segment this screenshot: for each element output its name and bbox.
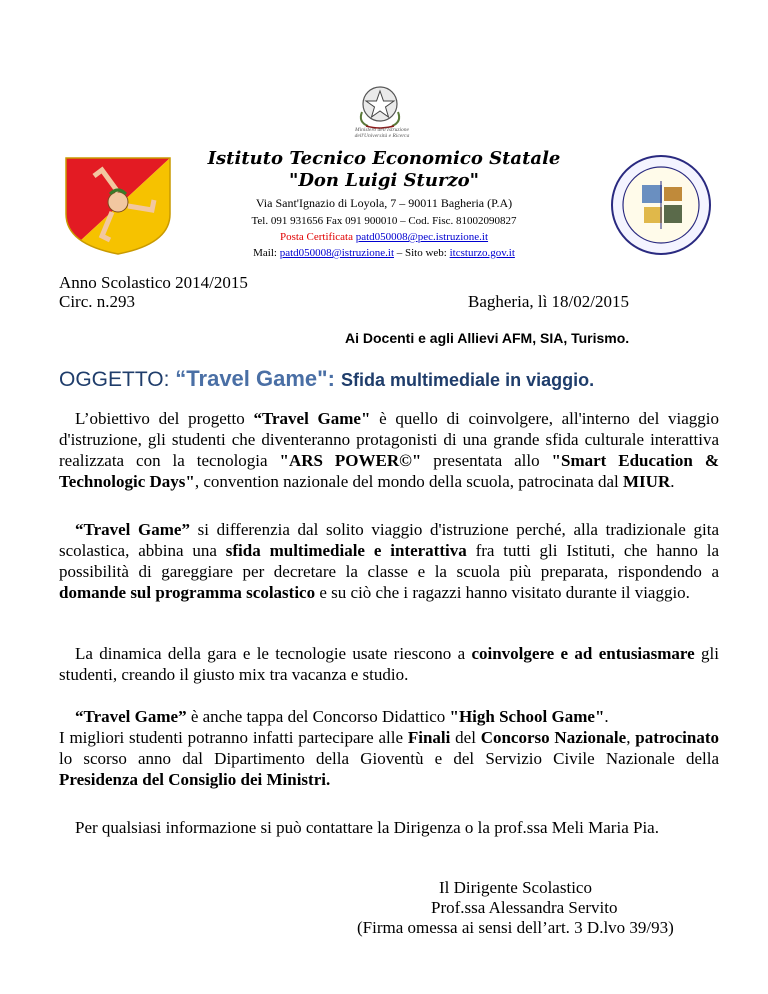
emblem-caption: Ministero dell'Istruzione dell'Università e Ricerca (354, 127, 410, 139)
p1-text-5: . (670, 472, 675, 491)
paragraph-4 (59, 706, 719, 790)
letterhead (0, 0, 768, 270)
p1-text-4: , convention nazionale del mondo della scuola, patrocinata dal (194, 472, 624, 491)
paragraph-2 (59, 519, 719, 603)
place-date: Bagheria, lì 18/02/2015 (468, 292, 630, 311)
recipients: Ai Docenti e agli Allievi AFM, SIA, Turismo. (345, 330, 630, 346)
p5-text-1: Per qualsiasi informazione si può contattare la Dirigenza o la prof.ssa Meli Maria Pia. (75, 818, 659, 837)
p1-text-3: presentata allo (421, 451, 552, 470)
signature-role: Il Dirigente Scolastico (439, 878, 592, 897)
mail-web-line (0, 247, 768, 259)
paragraph-1 (59, 408, 719, 492)
school-phones: Tel. 091 931656 Fax 091 900010 – Cod. Fisc. 81002090827 (251, 215, 517, 227)
p2-text-2: fra tutti gli Istituti, che hanno la possibilità di gareggiare per decretare la classe e la scuola più preparata, rispondendo a (59, 541, 719, 581)
p4-text-6: lo scorso anno dal Dipartimento della Gioventù e del Servizio Civile Nazionale della (59, 749, 719, 768)
p1-bold-2: "ARS POWER©" (279, 451, 422, 470)
circular-number: Circ. n.293 (59, 292, 136, 311)
p4-text-4: del (450, 728, 481, 747)
pec-label: Posta Certificata (279, 231, 356, 243)
p4-bold-4: Concorso Nazionale (480, 728, 627, 747)
paragraph-3 (59, 643, 719, 685)
p2-bold-3: domande sul programma scolastico (59, 583, 316, 602)
p4-text-3: I migliori studenti potranno infatti partecipare alle (59, 728, 408, 747)
p1-bold-3: "Smart Education & Technologic Days" (59, 451, 719, 491)
p3-text-2: gli studenti, creando il giusto mix tra vacanza e studio. (59, 644, 719, 684)
signature-note: (Firma omessa ai sensi dell’art. 3 D.lvo 39/93) (357, 918, 674, 937)
p2-bold-1: “Travel Game” (75, 520, 190, 539)
school-address: Via Sant'Ignazio di Loyola, 7 – 90011 Bagheria (P.A) (255, 196, 513, 210)
p4-bold-1: “Travel Game” (75, 707, 187, 726)
p2-bold-2: sfida multimediale e interattiva (225, 541, 467, 560)
school-name-line1: Istituto Tecnico Economico Statale (207, 148, 561, 169)
school-year: Anno Scolastico 2014/2015 (59, 273, 248, 292)
p2-text-3: e su ciò che i ragazzi hanno visitato durante il viaggio. (315, 583, 690, 602)
mail-email-link[interactable]: patd050008@istruzione.it (279, 247, 394, 259)
signature-name: Prof.ssa Alessandra Servito (431, 898, 618, 917)
p4-text-1: è anche tappa del Concorso Didattico (186, 707, 450, 726)
p2-text-1: si differenzia dal solito viaggio d'istruzione perché, alla tradizionale gita scolastica, abbina una (59, 520, 719, 560)
mail-label: Mail: (253, 247, 280, 259)
pec-line (0, 231, 768, 243)
paragraph-5 (59, 817, 719, 838)
subject-label: OGGETTO: (59, 368, 176, 391)
p1-text-2: è quello di coinvolgere, all'interno del viaggio d'istruzione, gli studenti che diventeranno protagonisti di una grande sfida culturale interattiva realizzata con la tecnologia (59, 409, 719, 470)
web-label: – Sito web: (394, 247, 450, 259)
subject-line (59, 366, 594, 392)
p4-bold-6: Presidenza del Consiglio dei Ministri. (59, 770, 331, 789)
school-name-line2: "Don Luigi Sturzo" (288, 170, 480, 191)
p1-text-1: L’obiettivo del progetto (75, 409, 254, 428)
p4-bold-2: "High School Game" (449, 707, 605, 726)
p1-bold-1: “Travel Game" (253, 409, 371, 428)
subject-title: “Travel Game": (175, 366, 342, 391)
subject-rest: Sfida multimediale in viaggio. (341, 370, 595, 390)
p4-text-2: . (604, 707, 609, 726)
website-link[interactable]: itcsturzo.gov.it (449, 247, 515, 259)
p4-bold-3: Finali (407, 728, 451, 747)
p4-text-5: , (626, 728, 636, 747)
p3-text-1: La dinamica della gara e le tecnologie usate riescono a (75, 644, 472, 663)
pec-email-link[interactable]: patd050008@pec.istruzione.it (355, 231, 489, 243)
p3-bold-1: coinvolgere e ad entusiasmare (471, 644, 695, 663)
p1-bold-4: MIUR (623, 472, 671, 491)
p4-bold-5: patrocinato (635, 728, 719, 747)
